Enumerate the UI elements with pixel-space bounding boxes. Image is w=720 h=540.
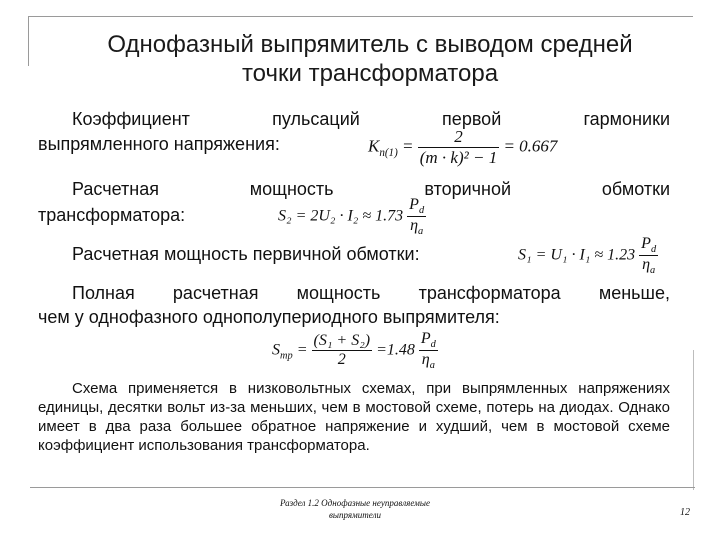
f4-numerator: (S₁ + S₂) (313, 332, 371, 350)
f3-left: S₁ = U₁ · I₁ ≈ 1.23 (518, 246, 636, 264)
slide-frame-right (693, 350, 694, 490)
f1-numerator: 2 (418, 127, 499, 148)
slide-title (40, 30, 700, 88)
f2-fraction (407, 196, 426, 237)
para1-line2: выпрямленного напряжения: (38, 134, 280, 154)
f4-fraction-1 (312, 332, 373, 369)
f1-symbol: K (368, 136, 380, 156)
f2-left: S₂ = 2U₂ · I₂ ≈ 1.73 (278, 207, 404, 225)
f2-numerator: P (409, 196, 419, 213)
f1-subscript: п(1) (379, 146, 398, 159)
para4-line2: чем у однофазного однополупериодного выпрямителя: (38, 307, 500, 327)
application-note: Схема применяется в низковольтных схемах, при выпрямленных напряжениях единицы, десятки вольт из-за меньших, чем в мостовой схеме, потерь на диодах. Однако имеет в два раза большее обратное напряжение и худший, чем в мостовой схеме коэффициент использования трансформатора. (38, 380, 670, 454)
para3: Расчетная мощность первичной обмотки: (72, 244, 420, 264)
f2-num-sub: d (418, 205, 425, 217)
formula-secondary-power (278, 196, 426, 237)
para2-line2: трансформатора: (38, 205, 186, 225)
f3-denominator: η (642, 256, 651, 274)
title-line-1: Однофазный выпрямитель с выводом средней (107, 31, 633, 58)
f1-fraction (418, 127, 499, 168)
para1-line1: Коэффициент пульсаций первой гармоники (72, 109, 670, 129)
slide-frame-top (28, 16, 693, 17)
footer-line-2: выпрямители (328, 510, 381, 520)
title-line-2: точки трансформатора (241, 60, 499, 87)
f4-symbol: S (272, 341, 280, 359)
slide-footer (250, 497, 460, 521)
page-number: 12 (680, 507, 690, 518)
f4-den2-sub: а (429, 360, 435, 372)
f4-numerator-2: P (420, 330, 431, 347)
f4-subscript: тр (280, 350, 293, 362)
f4-denominator-2: η (421, 351, 430, 369)
f4-equals: = (296, 341, 308, 359)
f4-fraction-2 (419, 330, 438, 371)
f4-coefficient: =1.48 (376, 341, 415, 359)
slide-frame-left (28, 16, 29, 66)
slide-frame-bottom (30, 487, 695, 488)
f4-denominator: 2 (337, 351, 346, 369)
formula-primary-power (518, 235, 658, 276)
f3-den-sub: а (650, 265, 656, 277)
formula-pulsation-coefficient: $K_{п(1)}$ = $\frac{2}{\text{(m · k)² − 1}}$ = 0.667 (368, 127, 558, 167)
f2-den-sub: а (418, 226, 424, 238)
formula-total-power (272, 330, 438, 371)
footer-line-1: Раздел 1.2 Однофазные неуправляемые (280, 498, 430, 508)
f1-denominator: (m · k)² − 1 (419, 148, 498, 167)
f3-fraction (639, 235, 658, 276)
para2-line1: Расчетная мощность вторичной обмотки (72, 179, 670, 199)
f2-denominator: η (410, 217, 419, 235)
para4-line1: Полная расчетная мощность трансформатора меньше, (72, 283, 670, 303)
f1-result: = 0.667 (503, 136, 558, 156)
f4-num2-sub: d (430, 339, 436, 351)
f3-numerator: P (641, 235, 651, 252)
f3-num-sub: d (650, 244, 657, 256)
